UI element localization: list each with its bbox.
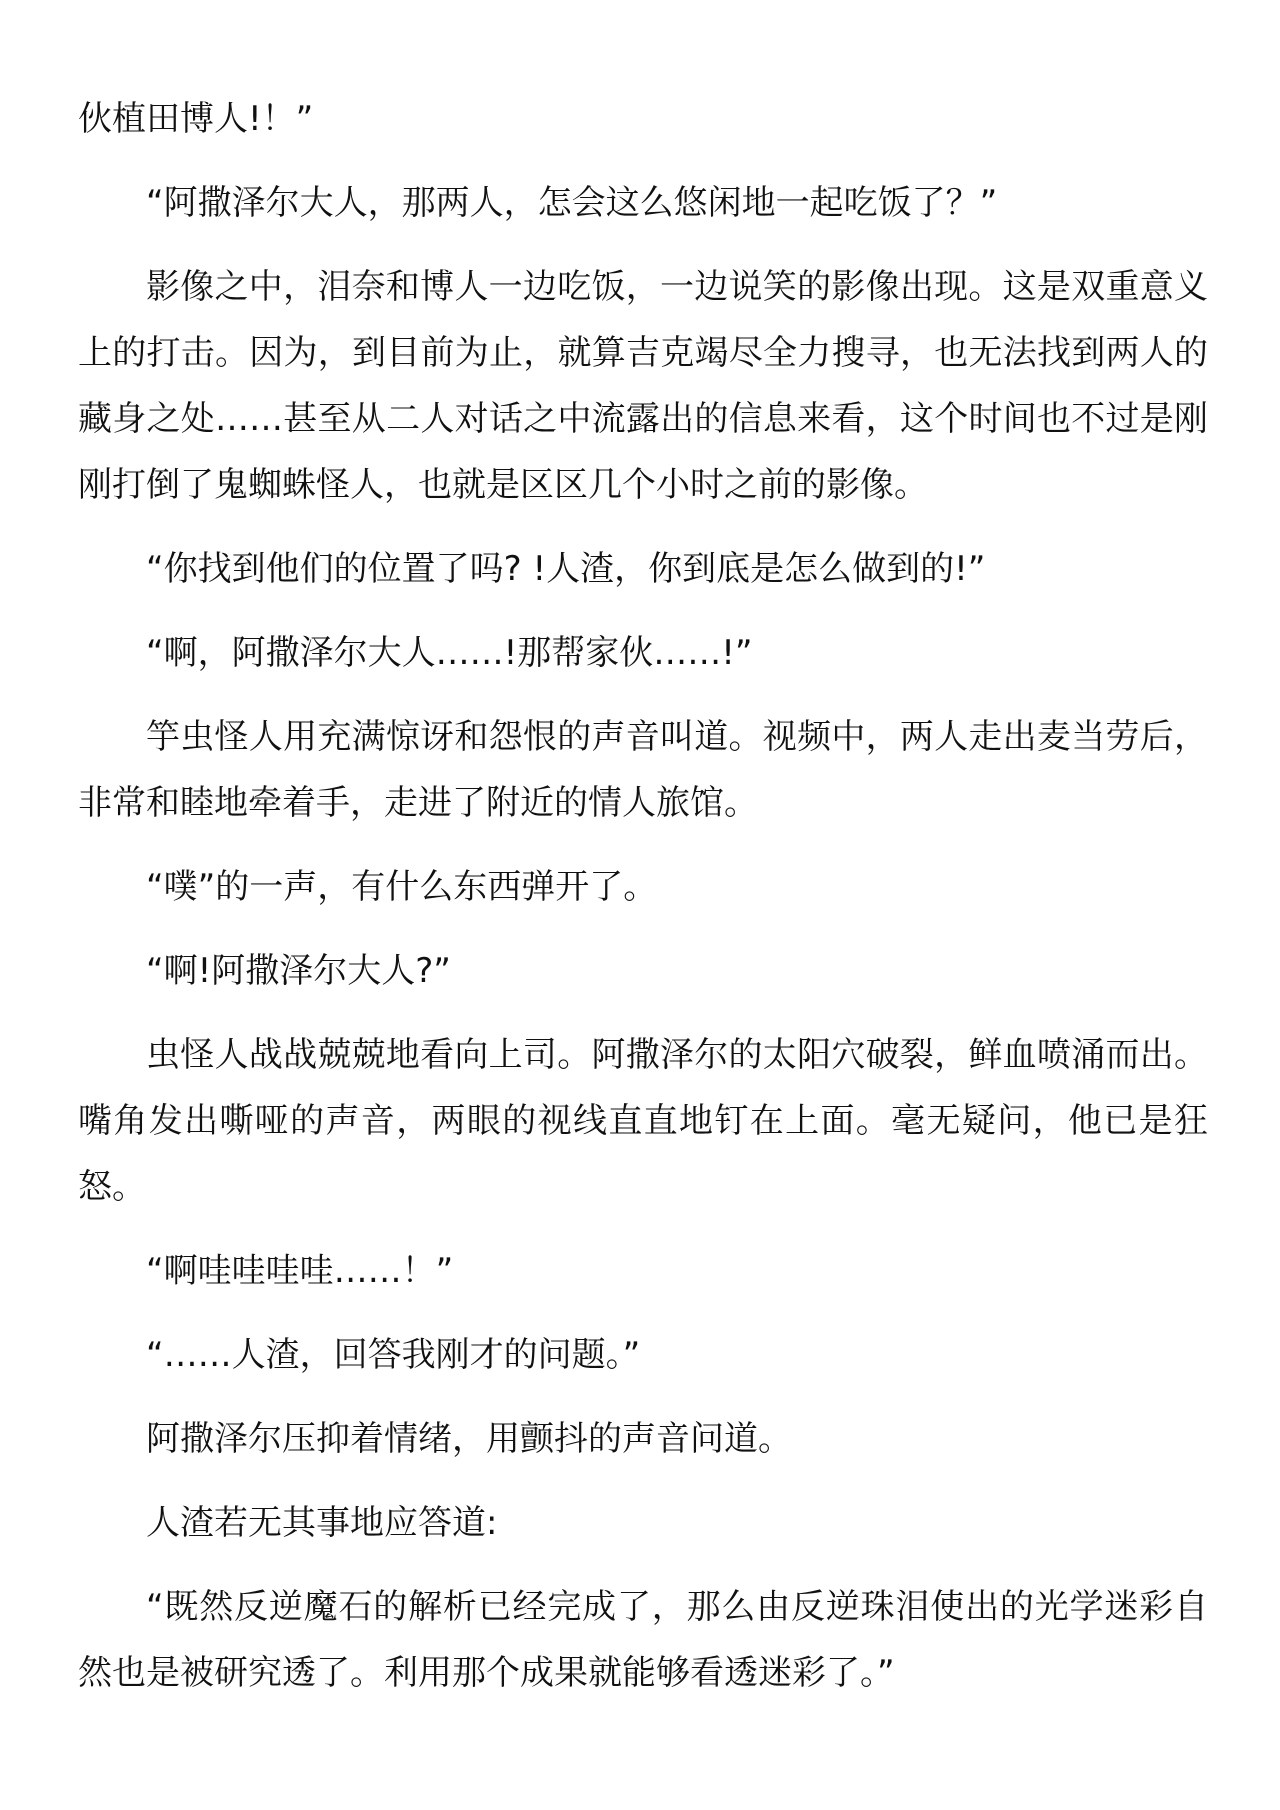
paragraph-1: 伙植田博人!！”: [78, 99, 314, 139]
paragraph-9: 虫怪人战战兢兢地看向上司。阿撒泽尔的太阳穴破裂，鲜血喷涌而出。嘴角发出嘶哑的声音，两眼的视线直直地钉在上面。毫无疑问，他已是狂怒。: [78, 1035, 1208, 1207]
paragraph-14: “既然反逆魔石的解析已经完成了，那么由反逆珠泪使出的光学迷彩自然也是被研究透了。利用那个成果就能够看透迷彩了。”: [78, 1587, 1208, 1693]
paragraph-4: “你找到他们的位置了吗? !人渣，你到底是怎么做到的!”: [146, 549, 986, 589]
document-page: [78, 86, 1208, 1724]
paragraph-11: “……人渣，回答我刚才的问题。”: [146, 1335, 641, 1375]
paragraph-6: 竽虫怪人用充满惊讶和怨恨的声音叫道。视频中，两人走出麦当劳后，非常和睦地牵着手，走进了附近的情人旅馆。: [78, 717, 1208, 823]
paragraph-2: “阿撒泽尔大人，那两人，怎会这么悠闲地一起吃饭了？”: [146, 183, 998, 223]
paragraph-13: 人渣若无其事地应答道:: [146, 1503, 498, 1543]
paragraph-7: “噗”的一声，有什么东西弹开了。: [146, 867, 658, 907]
paragraph-5: “啊，阿撒泽尔大人……!那帮家伙……!”: [146, 633, 753, 673]
paragraph-12: 阿撒泽尔压抑着情绪，用颤抖的声音问道。: [146, 1419, 792, 1459]
paragraph-8: “啊!阿撒泽尔大人?”: [146, 951, 451, 991]
paragraph-3: 影像之中，泪奈和博人一边吃饭，一边说笑的影像出现。这是双重意义上的打击。因为，到目前为止，就算吉克竭尽全力搜寻，也无法找到两人的藏身之处……甚至从二人对话之中流露出的信息来看，这个时间也不过是刚刚打倒了鬼蜘蛛怪人，也就是区区几个小时之前的影像。: [78, 267, 1208, 505]
paragraph-10: “啊哇哇哇哇……！”: [146, 1251, 454, 1291]
